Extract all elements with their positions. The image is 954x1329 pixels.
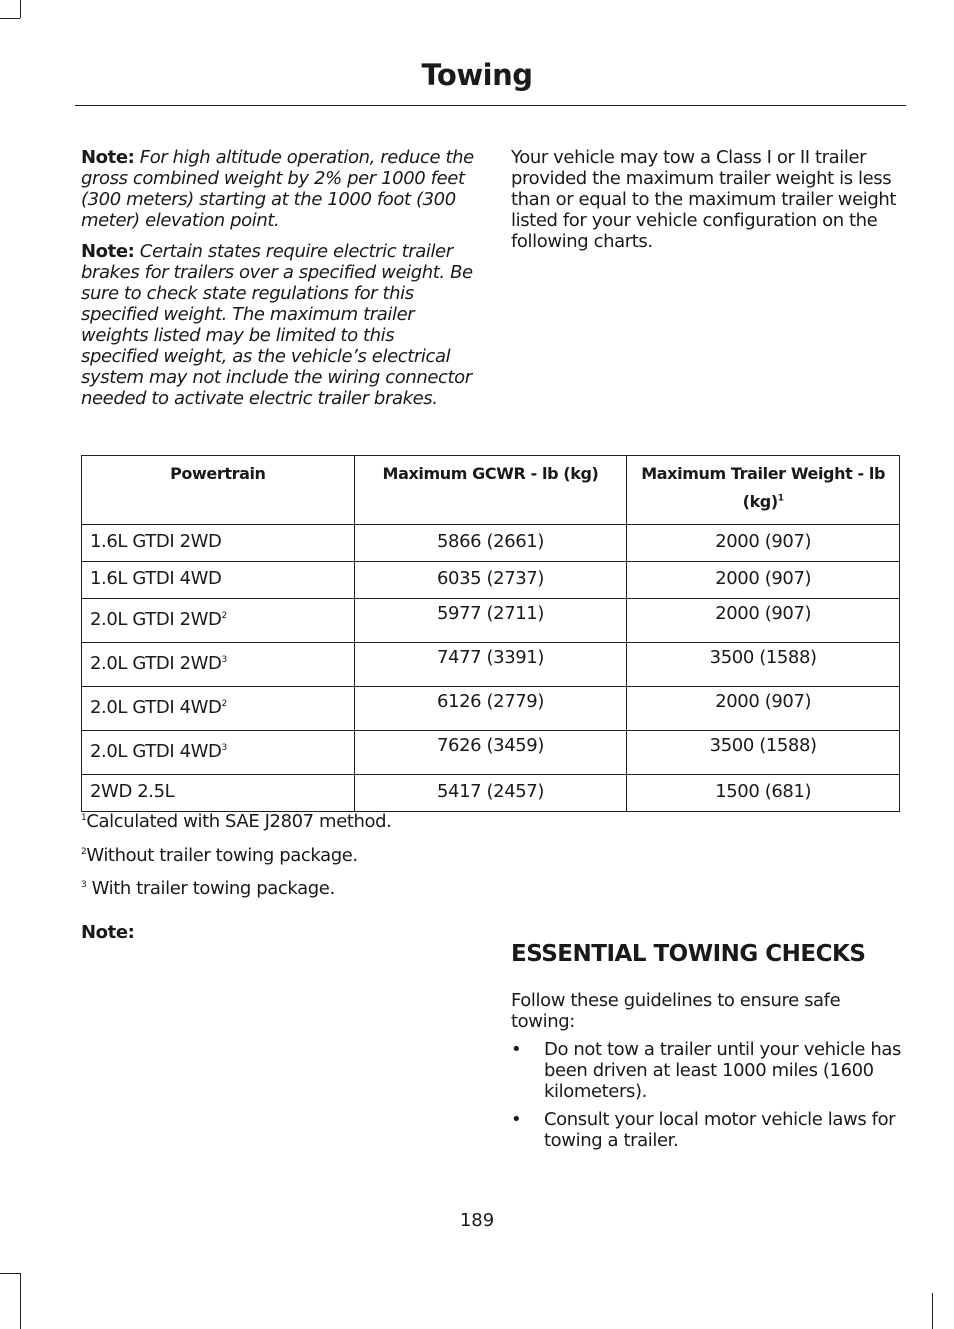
table-row bbox=[82, 525, 900, 562]
powertrain-text: 1.6L GTDI 4WD bbox=[90, 568, 222, 589]
footnote-mark: 2 bbox=[221, 611, 227, 621]
footnote-text: Without trailer towing package. bbox=[86, 845, 358, 866]
note-label: Note: bbox=[81, 241, 135, 262]
right-column bbox=[511, 147, 906, 262]
section-heading: ESSENTIAL TOWING CHECKS bbox=[511, 941, 866, 967]
cell-gcwr: 7477 (3391) bbox=[354, 643, 627, 687]
footnote bbox=[81, 845, 358, 866]
header-trailer-text: Maximum Trailer Weight - lb (kg) bbox=[641, 464, 886, 511]
bullet-icon: • bbox=[511, 1039, 522, 1060]
cell-powertrain bbox=[82, 775, 355, 812]
powertrain-text: 2.0L GTDI 4WD bbox=[90, 741, 222, 762]
cell-trailer-weight: 2000 (907) bbox=[627, 562, 900, 599]
list-item-text: Do not tow a trailer until your vehicle has been driven at least 1000 miles (1600 kilometers). bbox=[544, 1039, 901, 1102]
cell-powertrain bbox=[82, 599, 355, 643]
header-gcwr: Maximum GCWR - lb (kg) bbox=[354, 456, 627, 525]
page-title: Towing bbox=[421, 58, 533, 92]
powertrain-text: 2WD 2.5L bbox=[90, 781, 175, 802]
cell-gcwr: 5417 (2457) bbox=[354, 775, 627, 812]
table-header-row bbox=[82, 456, 900, 525]
note-electric-brakes bbox=[81, 241, 476, 409]
cell-trailer-weight: 2000 (907) bbox=[627, 687, 900, 731]
footnote bbox=[81, 878, 335, 899]
crop-mark bbox=[20, 1273, 21, 1329]
note-label: Note: bbox=[81, 147, 135, 168]
cell-trailer-weight: 3500 (1588) bbox=[627, 731, 900, 775]
cell-gcwr: 5866 (2661) bbox=[354, 525, 627, 562]
footnote-mark: 3 bbox=[221, 655, 227, 665]
cell-powertrain bbox=[82, 731, 355, 775]
cell-gcwr: 6126 (2779) bbox=[354, 687, 627, 731]
powertrain-text: 2.0L GTDI 4WD bbox=[90, 697, 222, 718]
table-row bbox=[82, 643, 900, 687]
footnote-mark: 2 bbox=[221, 699, 227, 709]
intro-paragraph: Your vehicle may tow a Class I or II trailer provided the maximum trailer weight is less than or equal to the maximum trailer weight listed for your vehicle configuration on the following charts. bbox=[511, 147, 897, 252]
footnote-mark: 1 bbox=[81, 813, 87, 823]
footnote-text: Calculated with SAE J2807 method. bbox=[86, 811, 392, 832]
powertrain-text: 1.6L GTDI 2WD bbox=[90, 531, 222, 552]
footnote bbox=[81, 811, 392, 832]
table-row bbox=[82, 687, 900, 731]
note-label: Note: bbox=[81, 922, 135, 943]
table-row bbox=[82, 775, 900, 812]
section-intro: Follow these guidelines to ensure safe towing: bbox=[511, 990, 841, 1032]
header-trailer-weight bbox=[627, 456, 900, 525]
table-row bbox=[82, 599, 900, 643]
crop-mark bbox=[0, 18, 20, 19]
table-row bbox=[82, 731, 900, 775]
list-item-text: Consult your local motor vehicle laws for towing a trailer. bbox=[544, 1109, 896, 1151]
crop-mark bbox=[0, 1273, 20, 1274]
cell-powertrain bbox=[82, 687, 355, 731]
cell-trailer-weight: 2000 (907) bbox=[627, 525, 900, 562]
note-text: For high altitude operation, reduce the gross combined weight by 2% per 1000 feet (300 meters) starting at the 1000 foot (300 meter) elevation point. bbox=[81, 147, 474, 231]
cell-powertrain bbox=[82, 562, 355, 599]
cell-gcwr: 7626 (3459) bbox=[354, 731, 627, 775]
note-text: Certain states require electric trailer brakes for trailers over a specified weight. Be sure to check state regulations for this specified weight. The maximum trailer weights listed may be limited to this specified weight, as the vehicle’s electrical system may not include the wiring connector needed to activate electric trailer brakes. bbox=[81, 241, 473, 409]
bullet-icon: • bbox=[511, 1109, 522, 1130]
powertrain-text: 2.0L GTDI 2WD bbox=[90, 609, 222, 630]
crop-mark bbox=[20, 0, 21, 18]
crop-mark bbox=[932, 1293, 933, 1329]
left-column bbox=[81, 147, 476, 419]
cell-trailer-weight: 1500 (681) bbox=[627, 775, 900, 812]
footnote-mark: 3 bbox=[221, 743, 227, 753]
powertrain-text: 2.0L GTDI 2WD bbox=[90, 653, 222, 674]
cell-trailer-weight: 3500 (1588) bbox=[627, 643, 900, 687]
cell-gcwr: 5977 (2711) bbox=[354, 599, 627, 643]
cell-powertrain bbox=[82, 525, 355, 562]
header-rule bbox=[75, 105, 906, 106]
footnote-mark: 1 bbox=[777, 493, 784, 504]
page-number: 189 bbox=[459, 1210, 495, 1231]
footnote-mark: 3 bbox=[81, 880, 87, 890]
cell-powertrain bbox=[82, 643, 355, 687]
towing-table bbox=[81, 455, 900, 812]
table-row bbox=[82, 562, 900, 599]
footnote-text: With trailer towing package. bbox=[86, 878, 335, 899]
cell-trailer-weight: 2000 (907) bbox=[627, 599, 900, 643]
note-altitude bbox=[81, 147, 476, 231]
footnote-mark: 2 bbox=[81, 847, 87, 857]
cell-gcwr: 6035 (2737) bbox=[354, 562, 627, 599]
header-powertrain: Powertrain bbox=[82, 456, 355, 525]
